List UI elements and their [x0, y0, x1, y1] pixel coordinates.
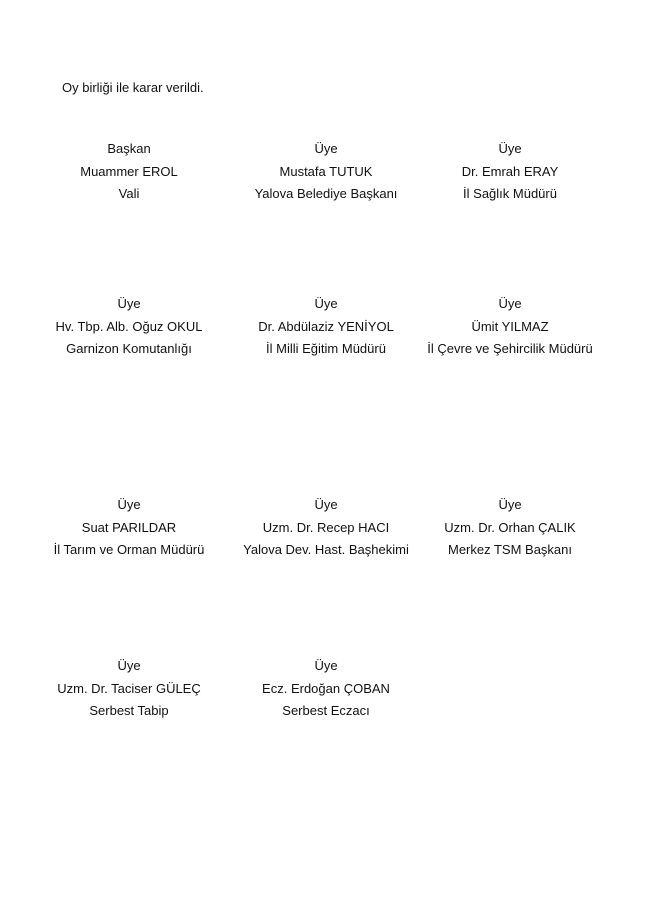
signature-row [0, 293, 669, 363]
signatory-title: İl Sağlık Müdürü [463, 186, 557, 201]
signatory-name: Ecz. Erdoğan ÇOBAN [262, 680, 390, 696]
signatory-name: Dr. Emrah ERAY [461, 163, 559, 179]
signature-block [226, 655, 426, 723]
signatory-role: Üye [314, 497, 338, 512]
signatory-title: İl Tarım ve Orman Müdürü [53, 542, 205, 557]
signature-block [398, 293, 622, 361]
signatory-name: Hv. Tbp. Alb. Oğuz OKUL [55, 318, 203, 334]
signatory-role: Üye [498, 296, 522, 311]
signature-row [0, 655, 669, 725]
signatory-title: Garnizon Komutanlığı [66, 341, 192, 356]
signature-block [410, 494, 610, 562]
signatory-role: Üye [117, 497, 141, 512]
signatory-title: Merkez TSM Başkanı [447, 542, 573, 557]
decision-statement: Oy birliği ile karar verildi. [62, 80, 204, 95]
signature-row [0, 494, 669, 564]
signatory-role: Üye [117, 296, 141, 311]
signatory-name: Uzm. Dr. Taciser GÜLEÇ [57, 680, 201, 696]
signatory-title: İl Çevre ve Şehircilik Müdürü [427, 341, 593, 356]
signature-block [29, 494, 229, 562]
signatory-title: Serbest Tabip [89, 703, 169, 718]
signatory-role: Üye [117, 658, 141, 673]
signatory-name: Mustafa TUTUK [279, 163, 373, 179]
signature-block [29, 655, 229, 723]
signature-block [226, 494, 426, 562]
signatory-name: Ümit YILMAZ [471, 318, 549, 334]
signatory-title: Yalova Dev. Hast. Başhekimi [243, 542, 409, 557]
signatory-name: Uzm. Dr. Orhan ÇALIK [444, 519, 576, 535]
signatory-role: Üye [498, 141, 522, 156]
signatory-title: Serbest Eczacı [282, 703, 370, 718]
signature-block [226, 138, 426, 206]
signatory-title: İl Milli Eğitim Müdürü [266, 341, 386, 356]
signature-block [410, 138, 610, 206]
signatory-name: Dr. Abdülaziz YENİYOL [258, 318, 394, 334]
signatory-title: Vali [118, 186, 140, 201]
signatory-role: Üye [498, 497, 522, 512]
signatory-role: Üye [314, 141, 338, 156]
signatory-role: Başkan [107, 141, 151, 156]
signature-block [226, 293, 426, 361]
signatory-name: Uzm. Dr. Recep HACI [262, 519, 390, 535]
signatory-title: Yalova Belediye Başkanı [254, 186, 398, 201]
signatory-role: Üye [314, 658, 338, 673]
signature-row [0, 138, 669, 208]
signatory-name: Suat PARILDAR [81, 519, 177, 535]
signatory-name: Muammer EROL [80, 163, 178, 179]
signatory-role: Üye [314, 296, 338, 311]
signature-block [29, 293, 229, 361]
signature-block [29, 138, 229, 206]
